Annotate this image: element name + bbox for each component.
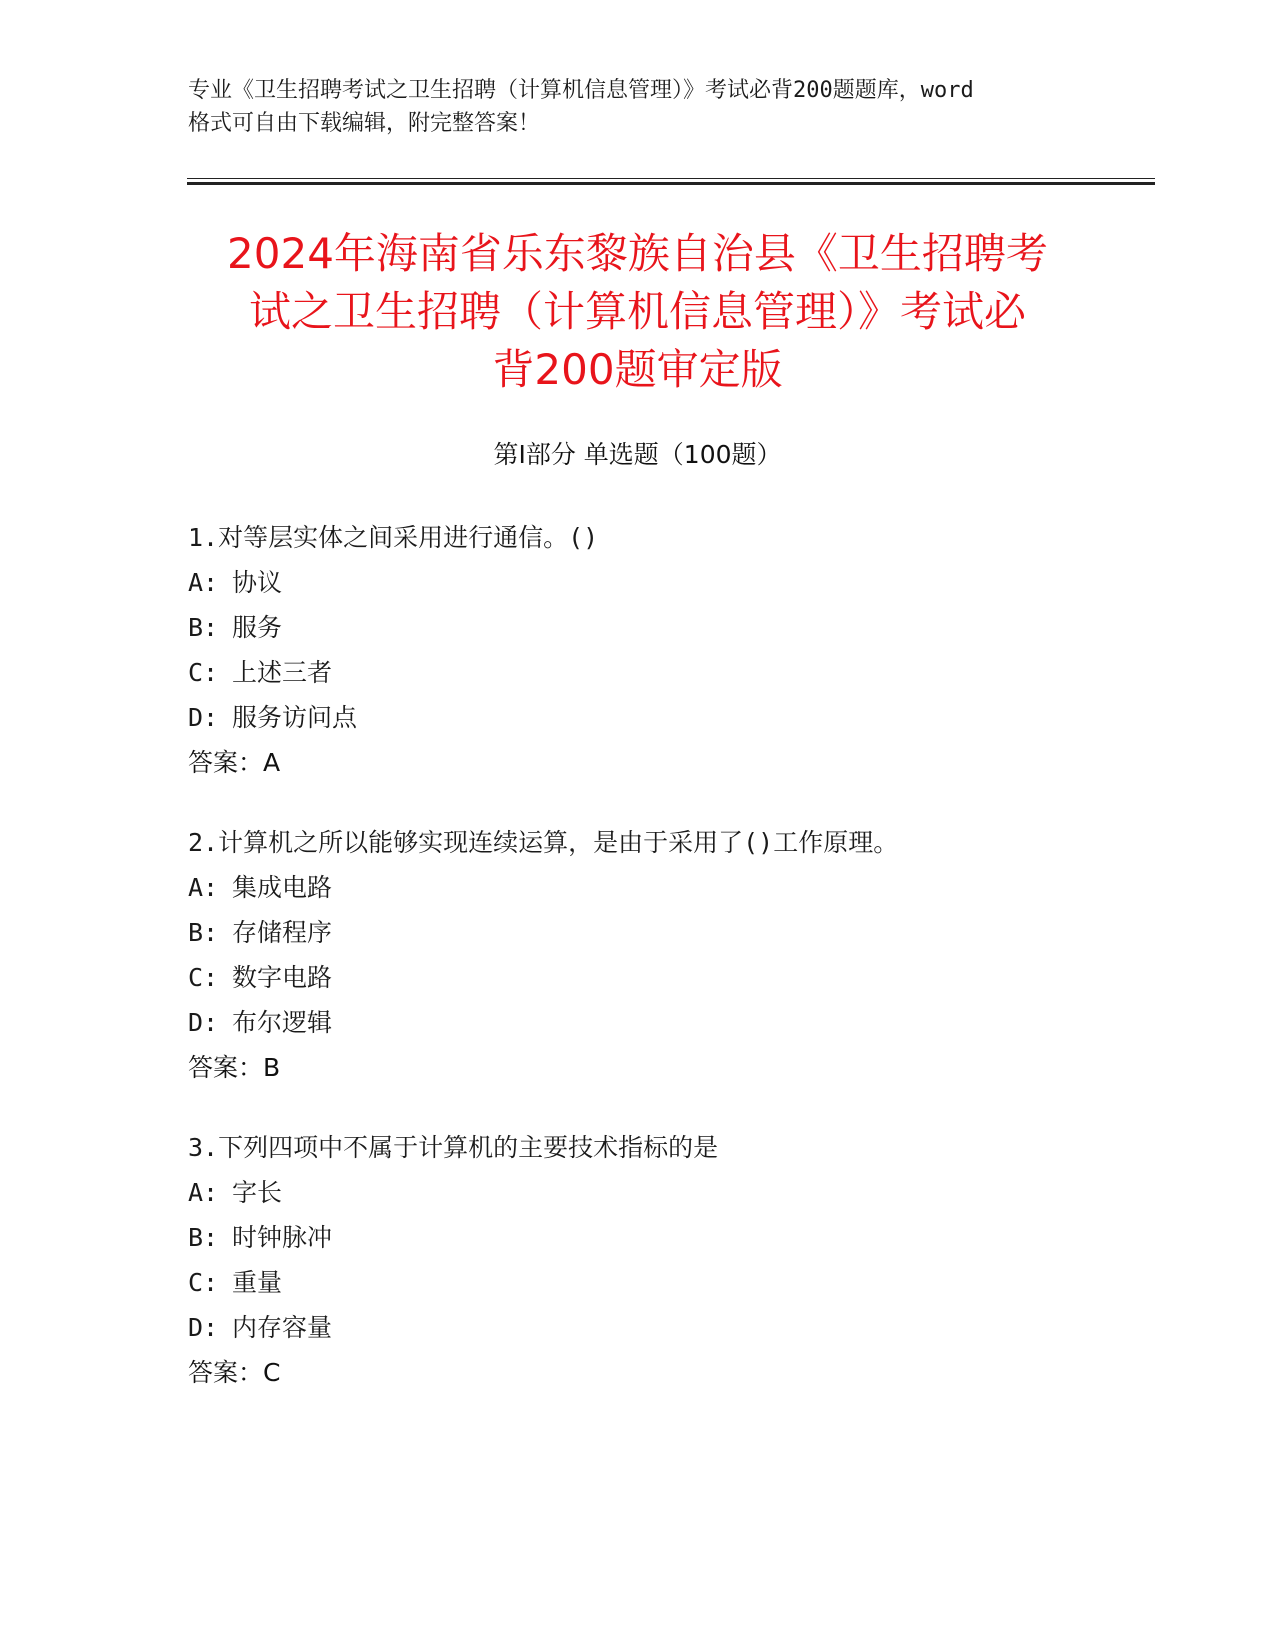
question-2	[188, 820, 1148, 1090]
header-note-line-1: 专业《卫生招聘考试之卫生招聘（计算机信息管理）》考试必背200题题库，word	[188, 78, 974, 103]
option-text: 集成电路	[232, 873, 333, 902]
option-text: 布尔逻辑	[232, 1008, 333, 1037]
option-key: C:	[188, 1268, 219, 1297]
option-key: A:	[188, 873, 219, 902]
option-text: 上述三者	[232, 658, 333, 687]
option-d	[188, 695, 1148, 740]
option-c	[188, 650, 1148, 695]
option-b	[188, 605, 1148, 650]
answer: 答案：A	[188, 748, 281, 777]
option-key: A:	[188, 568, 219, 597]
option-key: B:	[188, 613, 219, 642]
header-divider-thick	[187, 182, 1155, 185]
option-key: B:	[188, 1223, 219, 1252]
option-text: 时钟脉冲	[232, 1223, 333, 1252]
option-text: 数字电路	[232, 963, 333, 992]
option-text: 字长	[232, 1178, 283, 1207]
option-text: 重量	[232, 1268, 283, 1297]
option-b	[188, 910, 1148, 955]
option-key: D:	[188, 703, 219, 732]
option-a	[188, 865, 1148, 910]
option-text: 协议	[232, 568, 283, 597]
answer: 答案：C	[188, 1358, 281, 1387]
option-a	[188, 1170, 1148, 1215]
option-text: 存储程序	[232, 918, 333, 947]
option-key: C:	[188, 658, 219, 687]
option-c	[188, 1260, 1148, 1305]
option-key: D:	[188, 1313, 219, 1342]
option-text: 内存容量	[232, 1313, 333, 1342]
option-c	[188, 955, 1148, 1000]
question-3	[188, 1125, 1148, 1395]
option-a	[188, 560, 1148, 605]
question-1	[188, 515, 1148, 785]
header-note-line-2: 格式可自由下载编辑，附完整答案！	[188, 111, 541, 136]
option-b	[188, 1215, 1148, 1260]
document-title-line-3: 背200题审定版	[492, 345, 783, 394]
document-title-line-1: 2024年海南省乐东黎族自治县《卫生招聘考	[227, 229, 1048, 278]
question-stem: 3.下列四项中不属于计算机的主要技术指标的是	[188, 1133, 719, 1162]
answer: 答案：B	[188, 1053, 281, 1082]
option-d	[188, 1000, 1148, 1045]
section-heading: 第Ⅰ部分 单选题（100题）	[493, 440, 782, 469]
option-text: 服务访问点	[232, 703, 358, 732]
question-stem: 1.对等层实体之间采用进行通信。()	[188, 523, 599, 552]
document-title-line-2: 试之卫生招聘（计算机信息管理）》考试必	[248, 287, 1026, 336]
option-d	[188, 1305, 1148, 1350]
question-stem: 2.计算机之所以能够实现连续运算，是由于采用了()工作原理。	[188, 828, 899, 857]
option-key: A:	[188, 1178, 219, 1207]
option-text: 服务	[232, 613, 283, 642]
document-title	[170, 225, 1105, 399]
option-key: C:	[188, 963, 219, 992]
header-note	[188, 74, 1088, 140]
header-divider-thin	[187, 178, 1155, 179]
option-key: B:	[188, 918, 219, 947]
option-key: D:	[188, 1008, 219, 1037]
